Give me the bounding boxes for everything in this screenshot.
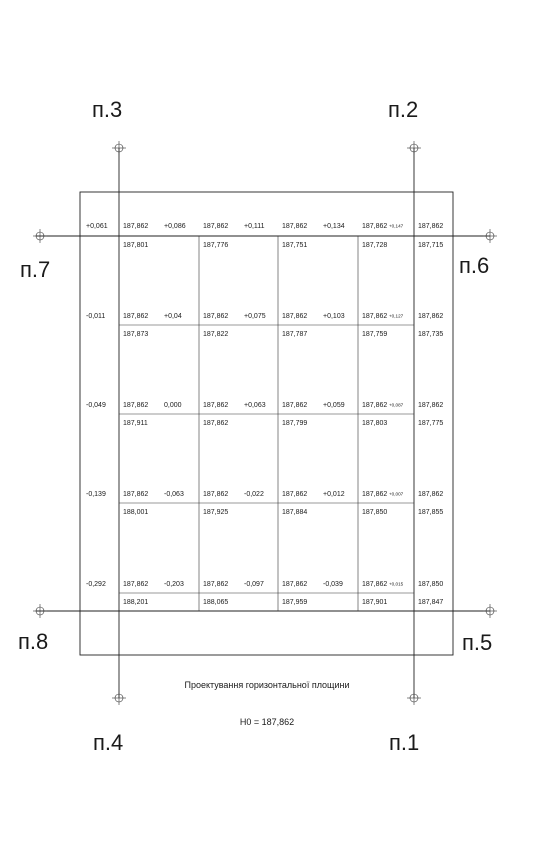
difference-label: +0,111 [244,223,265,230]
design-elevation-label: 187,862 [203,491,229,498]
actual-elevation-label: 187,776 [203,242,229,249]
design-elevation-label: 187,862 [418,313,444,320]
actual-elevation-label: 187,787 [282,331,308,338]
actual-elevation-label: 187,862 [203,420,229,427]
actual-elevation-label: 187,715 [418,242,444,249]
point-label-p7: п.7 [20,257,51,282]
survey-point-marker [483,604,497,618]
design-elevation-label: 187,862 [282,402,308,409]
actual-elevation-label: 187,959 [282,599,308,606]
actual-elevation-label: 187,728 [362,242,388,249]
design-elevation-label: 187,862 [282,223,308,230]
difference-label: +0,086 [164,223,186,230]
design-elevation-label: 187,862 [418,402,444,409]
actual-elevation-label: 187,850 [362,509,388,516]
design-elevation-label: 187,862 [282,313,308,320]
difference-label: -0,203 [164,581,184,588]
difference-label: -0,063 [164,491,184,498]
survey-point-marker [112,691,126,705]
design-elevation-label: 187,862 [362,581,388,588]
actual-elevation-label: 187,884 [282,509,308,516]
design-elevation-label: 187,850 [418,581,444,588]
difference-label: +0,103 [323,313,345,320]
difference-label: +0,04 [164,313,182,320]
difference-label: +0,061 [86,223,108,230]
design-elevation-label: 187,862 [362,491,388,498]
actual-elevation-label: 187,822 [203,331,229,338]
actual-elevation-label: 187,735 [418,331,444,338]
difference-label: 0,000 [164,402,182,409]
difference-label: -0,097 [244,581,264,588]
point-label-p3: п.3 [92,97,123,122]
point-label-p5: п.5 [462,630,493,655]
design-elevation-label: 187,862 [203,313,229,320]
difference-label: -0,022 [244,491,264,498]
design-elevation-label: 187,862 [123,581,149,588]
point-label-p8: п.8 [18,629,49,654]
design-elevation-label: 187,862 [203,402,229,409]
design-elevation-label: 187,862 [203,223,229,230]
actual-elevation-label: 188,065 [203,599,229,606]
actual-elevation-label: 188,201 [123,599,149,606]
point-label-p2: п.2 [388,97,419,122]
design-elevation-label: 187,862 [362,313,388,320]
actual-elevation-label: 188,001 [123,509,149,516]
survey-point-marker [407,141,421,155]
survey-point-marker [407,691,421,705]
design-elevation-label: 187,862 [362,223,388,230]
point-label-p4: п.4 [93,730,124,755]
difference-label: +0,012 [323,491,345,498]
actual-elevation-label: 187,751 [282,242,308,249]
actual-elevation-label: 187,775 [418,420,444,427]
survey-point-marker [33,229,47,243]
design-elevation-label: 187,862 [282,581,308,588]
actual-elevation-label: 187,911 [123,420,148,427]
difference-label: +0,127 [389,313,404,319]
actual-elevation-label: 187,801 [123,242,149,249]
actual-elevation-label: 187,799 [282,420,308,427]
difference-label: +0,015 [389,581,404,587]
design-elevation-label: 187,862 [123,223,149,230]
design-elevation-label: 187,862 [282,491,308,498]
survey-point-marker [33,604,47,618]
actual-elevation-label: 187,873 [123,331,149,338]
difference-label: -0,039 [323,581,343,588]
actual-elevation-label: 187,759 [362,331,388,338]
survey-point-marker [483,229,497,243]
design-elevation-label: 187,862 [362,402,388,409]
actual-elevation-label: 187,803 [362,420,388,427]
survey-point-marker [112,141,126,155]
drawing-title: Проектування горизонтальної площини [184,680,350,690]
difference-label: +0,063 [244,402,266,409]
difference-label: -0,139 [86,491,106,498]
point-label-p6: п.6 [459,253,490,278]
difference-label: +0,087 [389,402,404,408]
design-elevation-label: 187,862 [418,223,444,230]
difference-label: -0,049 [86,402,106,409]
actual-elevation-label: 187,901 [362,599,388,606]
design-elevation: H0 = 187,862 [239,717,295,727]
design-elevation-label: 187,862 [123,402,149,409]
point-label-p1: п.1 [389,730,420,755]
difference-label: +0,147 [389,223,404,229]
difference-label: +0,059 [323,402,345,409]
actual-elevation-label: 187,855 [418,509,444,516]
difference-label: +0,134 [323,223,345,230]
difference-label: -0,292 [86,581,106,588]
actual-elevation-label: 187,925 [203,509,229,516]
design-elevation-label: 187,862 [123,313,149,320]
difference-label: +0,007 [389,491,404,497]
difference-label: -0,011 [86,313,106,320]
actual-elevation-label: 187,847 [418,599,444,606]
design-elevation-label: 187,862 [203,581,229,588]
design-elevation-label: 187,862 [123,491,149,498]
design-elevation-label: 187,862 [418,491,444,498]
difference-label: +0,075 [244,313,266,320]
